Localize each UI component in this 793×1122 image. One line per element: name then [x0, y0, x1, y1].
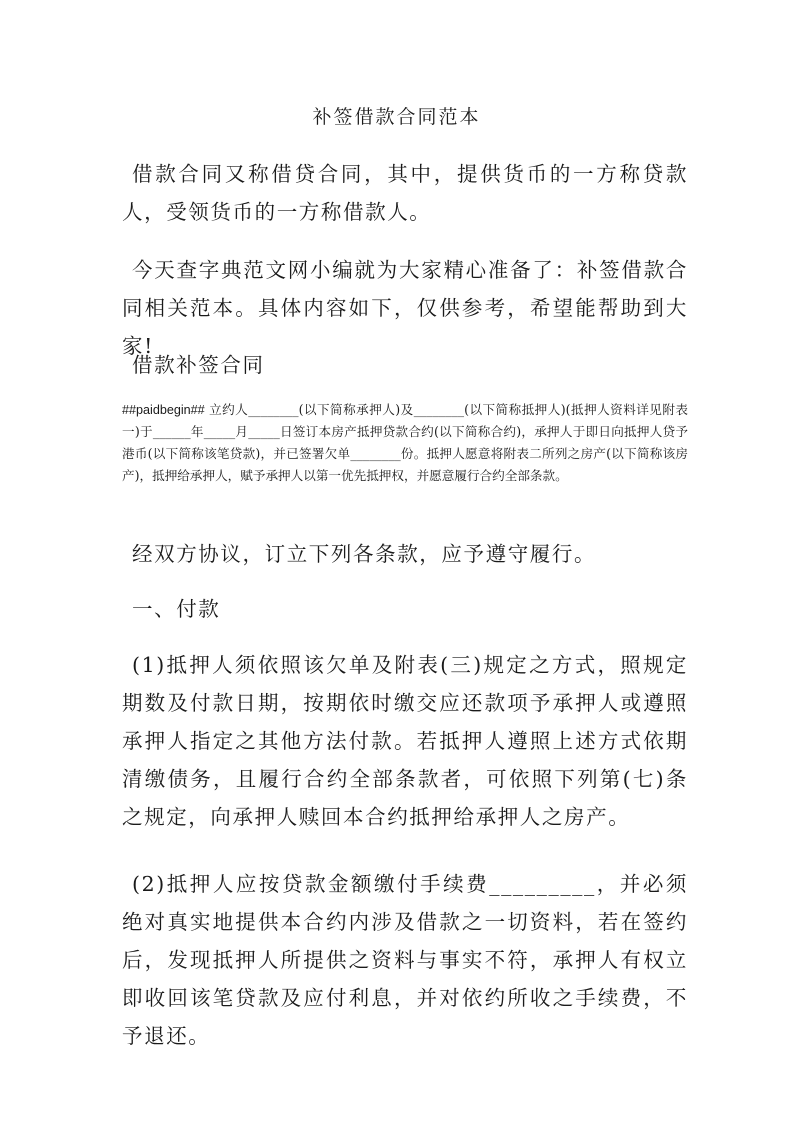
section-subtitle: 借款补签合同	[132, 353, 265, 377]
intro-paragraph: 借款合同又称借贷合同，其中，提供货币的一方称贷款人，受领货币的一方称借款人。	[122, 162, 688, 224]
preamble-paragraph	[122, 399, 688, 487]
agreement-paragraph: 经双方协议，订立下列各条款，应予遵守履行。	[132, 542, 597, 566]
section-heading-payment: 一、付款	[132, 597, 221, 621]
editor-note-paragraph: 今天查字典范文网小编就为大家精心准备了：补签借款合同相关范本。具体内容如下，仅供参考，希望能帮助到大家!	[122, 258, 688, 358]
clause-1: (1)抵押人须依照该欠单及附表(三)规定之方式，照规定期数及付款日期，按期依时缴交应还款项予承押人或遵照承押人指定之其他方法付款。若抵押人遵照上述方式依期清缴债务，且履行合约全部条款者，可依照下列第(七)条之规定，向承押人赎回本合约抵押给承押人之房产。	[122, 653, 688, 829]
clause-2: (2)抵押人应按贷款金额缴付手续费_________，并必须绝对真实地提供本合约内涉及借款之一切资料，若在签约后，发现抵押人所提供之资料与事实不符，承押人有权立即收回该笔贷款及应付利息，并对依约所收之手续费，不予退还。	[122, 872, 688, 1048]
preamble-text: 立约人________(以下简称承押人)及________(以下简称抵押人)(抵押人资料详见附表一)于______年_____月_____日签订本房产抵押贷款合约(以下简称合约)，承押人于即日向抵押人贷予港币(以下简称该笔贷款)，并已签署欠单________份。抵押人愿意将附表二所列之房产(以下简称该房产)，抵押给承押人，赋予承押人以第一优先抵押权，并愿意履行合约全部条款。	[122, 402, 688, 483]
document-title: 补签借款合同范本	[312, 106, 481, 128]
paid-marker: ##paidbegin##	[122, 403, 205, 417]
